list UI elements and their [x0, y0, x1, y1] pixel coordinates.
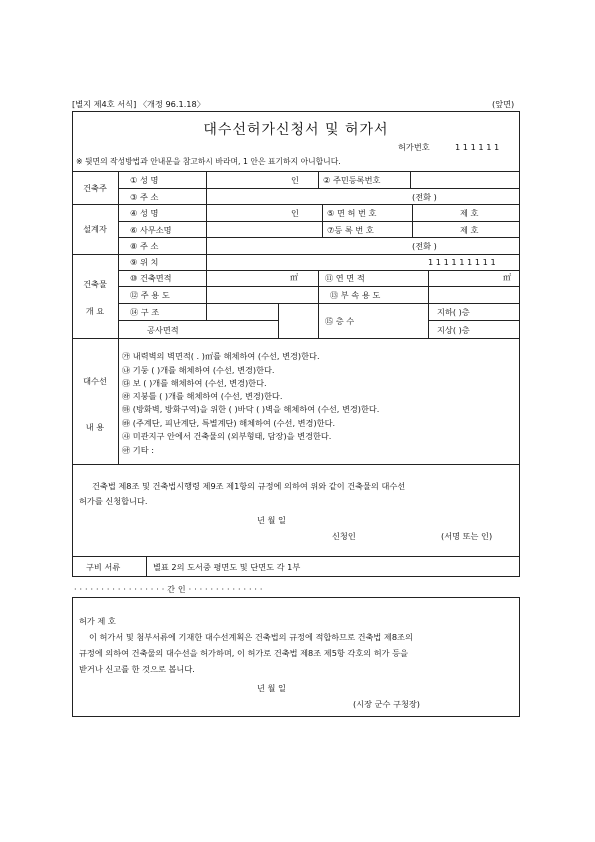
repair-item: ㉵ 기타 : [122, 445, 154, 455]
designer-name-label: ④ 성 명 [130, 208, 159, 218]
building-loc-label: ⑨ 위 치 [130, 257, 159, 267]
permit-authority: (시장 군수 구청장) [353, 699, 420, 709]
designer-license-label: ⑤ 면 허 번 호 [327, 208, 377, 218]
building-section-2: 개 요 [85, 306, 105, 316]
repair-item: ㉮ 내력벽의 벽면적( . )㎡를 해체하여 (수선, 변경)한다. [122, 351, 320, 361]
permit-no-value: 1 1 1 1 1 1 [455, 142, 500, 152]
building-struct-label: ⑭ 구 조 [130, 307, 160, 317]
building-basement: 지하( )층 [437, 307, 470, 317]
form-id: [별지 제4호 서식] 〈개정 96.1.18〉 [72, 99, 205, 109]
owner-phone: (전화 ) [412, 192, 437, 202]
designer-phone: (전화 ) [412, 241, 437, 251]
cut-line: · · · · · · · · · · · · · · · · · 간 인 · · · · · · · · · · · · · · [74, 585, 263, 594]
form-title: 대수선허가신청서 및 허가서 [203, 122, 389, 138]
designer-reg-label: ⑦등 록 번 호 [327, 225, 374, 235]
repair-item: ㉲ (방화벽, 방화구역)을 위한 ( )바닥 ( )벽을 해체하여 (수선, 변경)한다. [122, 404, 380, 414]
repair-item: ㉱ 지붕틀 ( )개를 해체하여 (수선, 변경)한다. [122, 391, 283, 401]
owner-section: 건축주 [83, 183, 107, 193]
building-work-area-label: 공사면적 [147, 325, 179, 335]
building-floor-area-unit: ㎡ [503, 272, 512, 282]
note: ※ 뒷면의 작성방법과 안내문을 참고하시 바라며, 1 안은 표기하지 아니합니다. [76, 157, 341, 166]
repair-item: ㉯ 기둥 ( )개를 해체하여 (수선, 변경)한다. [122, 365, 275, 375]
designer-seal: 인 [291, 208, 299, 218]
owner-addr-label: ③ 주 소 [130, 192, 159, 202]
building-sub-use-label: ⑬ 부 속 용 도 [330, 290, 381, 300]
docs-label: 구비 서류 [86, 562, 121, 572]
designer-addr-label: ⑧ 주 소 [130, 241, 159, 251]
building-section-1: 건축물 [83, 279, 107, 289]
repair-item: ㉰ 보 ( )개를 해체하여 (수선, 변경)한다. [122, 378, 267, 388]
designer-office-label: ⑥ 사무소명 [130, 225, 172, 235]
building-floor-area-label: ⑪ 연 면 적 [325, 273, 365, 283]
owner-name-label: ① 성 명 [130, 175, 159, 185]
applicant-label: 신청인 [332, 531, 356, 541]
permit-text-2: 규정에 의하여 건축물의 대수선을 허가하며, 이 허가로 건축법 제8조 제5항 각호의 허가 등을 [79, 648, 408, 658]
owner-rrn-label: ② 주민등록번호 [323, 175, 381, 185]
permit-date: 년 월 일 [257, 683, 286, 693]
building-use-label: ⑫ 주 용 도 [130, 290, 170, 300]
building-above: 지상( )층 [437, 325, 470, 335]
building-area-label: ⑩ 건축면적 [130, 273, 172, 283]
permit-no-label: 허가번호 [398, 142, 430, 152]
building-loc-value: 1 1 1 1 1 1 1 1 1 [428, 257, 496, 267]
application-text-1: 건축법 제8조 및 건축법시행령 제9조 제1항의 규정에 의하여 위와 같이 건축물의 대수선 [92, 481, 406, 491]
designer-section: 설계자 [83, 224, 107, 234]
application-date: 년 월 일 [257, 515, 286, 525]
permit-text-1: 이 허가서 및 첨부서류에 기재한 대수선계획은 건축법의 규정에 적합하므로 건축법 제8조의 [89, 632, 413, 642]
owner-seal: 인 [291, 175, 299, 185]
building-area-unit: ㎡ [290, 272, 299, 282]
repair-section-2: 내 용 [85, 422, 105, 432]
permit-text-3: 받거나 신고를 한 것으로 봅니다. [79, 664, 195, 674]
repair-item: ㉳ (주계단, 피난계단, 특별계단) 해체하여 (수선, 변경)한다. [122, 418, 336, 428]
designer-license-value: 제 호 [460, 208, 479, 218]
docs-value: 별표 2의 도서중 평면도 및 단면도 각 1부 [153, 562, 301, 572]
designer-reg-value: 제 호 [460, 225, 479, 235]
repair-section-1: 대수선 [83, 376, 107, 386]
building-floors-label: ⑮ 층 수 [325, 316, 355, 326]
applicant-sign: (서명 또는 인) [441, 531, 493, 541]
application-text-2: 허가를 신청합니다. [79, 496, 148, 506]
page-side: (앞면) [492, 99, 515, 109]
repair-item: ㉴ 미관지구 안에서 건축물의 (외부형태, 담장)을 변경한다. [122, 431, 332, 441]
permit-no: 허가 제 호 [79, 616, 116, 626]
